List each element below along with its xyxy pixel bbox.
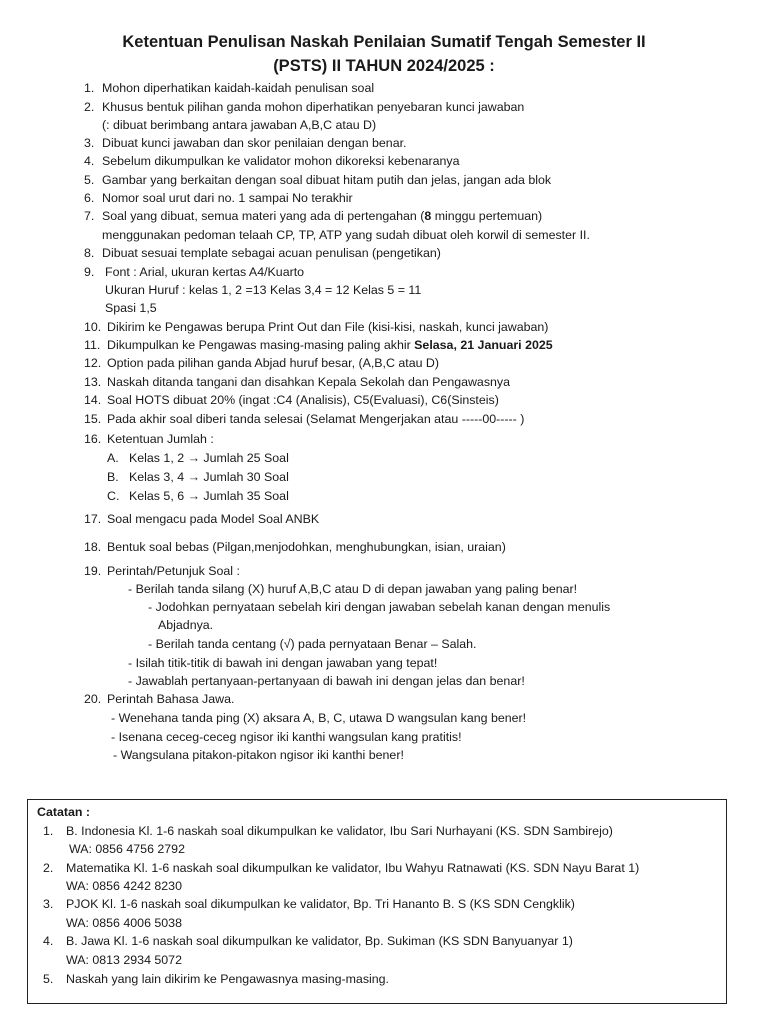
note-phone: WA: 0856 4006 5038 (66, 916, 182, 930)
item-number: 6. (84, 191, 95, 205)
item-text: Gambar yang berkaitan dengan soal dibuat hitam putih dan jelas, jangan ada blok (102, 173, 552, 187)
javanese-instruction: - Wenehana tanda ping (X) aksara A, B, C, utawa D wangsulan kang bener! (111, 711, 527, 725)
item-number: 7. (84, 209, 95, 223)
item-text: Dikirim ke Pengawas berupa Print Out dan File (kisi-kisi, naskah, kunci jawaban) (107, 320, 549, 334)
item-text: Dibuat kunci jawaban dan skor penilaian dengan benar. (102, 136, 407, 150)
item-number: 9. (84, 265, 95, 279)
jumlah-item: Kelas 1, 2 → Jumlah 25 Soal (129, 451, 289, 465)
item-text: Font : Arial, ukuran kertas A4/Kuarto (105, 265, 305, 279)
note-text: Naskah yang lain dikirim ke Pengawasnya masing-masing. (66, 972, 389, 986)
item-text: Dikumpulkan ke Pengawas masing-masing paling akhir Selasa, 21 Januari 2025 (107, 338, 553, 352)
item-number: 1. (84, 81, 95, 95)
item-number: 5. (84, 173, 95, 187)
item-text: Perintah/Petunjuk Soal : (107, 564, 240, 578)
item-number: 18. (84, 540, 102, 554)
instruction-line: - Berilah tanda centang (√) pada pernyataan Benar – Salah. (148, 637, 477, 651)
item-text: Bentuk soal bebas (Pilgan,menjodohkan, menghubungkan, isian, uraian) (107, 540, 506, 554)
item-text: Sebelum dikumpulkan ke validator mohon dikoreksi kebenaranya (102, 154, 460, 168)
item-number: 20. (84, 692, 102, 706)
item-continuation: Spasi 1,5 (105, 301, 157, 315)
note-phone: WA: 0856 4756 2792 (69, 842, 185, 856)
sublist-letter: B. (107, 470, 119, 484)
item-number: 17. (84, 512, 102, 526)
item-number: 2. (84, 100, 95, 114)
item-continuation: (: dibuat berimbang antara jawaban A,B,C atau D) (102, 118, 377, 132)
sublist-letter: C. (107, 489, 120, 503)
note-text: B. Indonesia Kl. 1-6 naskah soal dikumpulkan ke validator, Ibu Sari Nurhayani (KS. SDN Sambirejo) (66, 824, 613, 838)
item-number: 12. (84, 356, 102, 370)
note-number: 4. (43, 934, 54, 948)
sublist-letter: A. (107, 451, 119, 465)
item-text: Soal HOTS dibuat 20% (ingat :C4 (Analisis), C5(Evaluasi), C6(Sinsteis) (107, 393, 499, 407)
item-number: 15. (84, 412, 102, 426)
item-text: Naskah ditanda tangani dan disahkan Kepala Sekolah dan Pengawasnya (107, 375, 510, 389)
instruction-line: - Berilah tanda silang (X) huruf A,B,C atau D di depan jawaban yang paling benar! (128, 582, 578, 596)
document-subtitle: (PSTS) II TAHUN 2024/2025 : (273, 57, 495, 75)
note-number: 5. (43, 972, 54, 986)
item-text: Khusus bentuk pilihan ganda mohon diperhatikan penyebaran kunci jawaban (102, 100, 525, 114)
item-text: Dibuat sesuai template sebagai acuan penulisan (pengetikan) (102, 246, 441, 260)
instruction-line: - Jodohkan pernyataan sebelah kiri dengan jawaban sebelah kanan dengan menulis (148, 600, 611, 614)
instruction-continuation: Abjadnya. (158, 618, 214, 632)
item-text: Pada akhir soal diberi tanda selesai (Selamat Mengerjakan atau -----00----- ) (107, 412, 525, 426)
item-continuation: menggunakan pedoman telaah CP, TP, ATP yang sudah dibuat oleh korwil di semester II. (102, 228, 590, 242)
item-continuation: Ukuran Huruf : kelas 1, 2 =13 Kelas 3,4 = 12 Kelas 5 = 11 (105, 283, 422, 297)
arrow-right-icon: → (187, 451, 200, 465)
item-text: Soal yang dibuat, semua materi yang ada di pertengahan (8 minggu pertemuan) (102, 209, 543, 223)
item-text: Ketentuan Jumlah : (107, 432, 214, 446)
note-number: 3. (43, 897, 54, 911)
item-text: Mohon diperhatikan kaidah-kaidah penulisan soal (102, 81, 375, 95)
notes-heading: Catatan : (37, 805, 91, 819)
item-number: 14. (84, 393, 102, 407)
item-text: Perintah Bahasa Jawa. (107, 692, 235, 706)
item-number: 8. (84, 246, 95, 260)
instruction-line: - Isilah titik-titik di bawah ini dengan jawaban yang tepat! (128, 656, 438, 670)
instruction-line: - Jawablah pertanyaan-pertanyaan di bawah ini dengan jelas dan benar! (128, 674, 525, 688)
item-number: 3. (84, 136, 95, 150)
javanese-instruction: - Wangsulana pitakon-pitakon ngisor iki kanthi bener! (113, 748, 404, 762)
jumlah-item: Kelas 3, 4 → Jumlah 30 Soal (129, 470, 289, 484)
item-number: 10. (84, 320, 102, 334)
item-text: Nomor soal urut dari no. 1 sampai No terakhir (102, 191, 353, 205)
note-text: B. Jawa Kl. 1-6 naskah soal dikumpulkan ke validator, Bp. Sukiman (KS SDN Banyuanyar 1) (66, 934, 573, 948)
item-text: Option pada pilihan ganda Abjad huruf besar, (A,B,C atau D) (107, 356, 440, 370)
item-text: Soal mengacu pada Model Soal ANBK (107, 512, 320, 526)
item-number: 16. (84, 432, 102, 446)
arrow-right-icon: → (187, 489, 200, 503)
note-text: Matematika Kl. 1-6 naskah soal dikumpulkan ke validator, Ibu Wahyu Ratnawati (KS. SDN Nayu Barat 1) (66, 861, 640, 875)
note-number: 2. (43, 861, 54, 875)
document-title: Ketentuan Penulisan Naskah Penilaian Sumatif Tengah Semester II (122, 33, 646, 51)
arrow-right-icon: → (187, 470, 200, 484)
item-number: 13. (84, 375, 102, 389)
note-text: PJOK Kl. 1-6 naskah soal dikumpulkan ke validator, Bp. Tri Hananto B. S (KS SDN Cengklik) (66, 897, 575, 911)
item-number: 11. (84, 338, 101, 352)
note-phone: WA: 0856 4242 8230 (66, 879, 182, 893)
note-number: 1. (43, 824, 54, 838)
item-number: 4. (84, 154, 95, 168)
javanese-instruction: - Isenana ceceg-ceceg ngisor iki kanthi wangsulan kang pratitis! (111, 730, 462, 744)
jumlah-item: Kelas 5, 6 → Jumlah 35 Soal (129, 489, 289, 503)
note-phone: WA: 0813 2934 5072 (66, 953, 182, 967)
item-number: 19. (84, 564, 102, 578)
